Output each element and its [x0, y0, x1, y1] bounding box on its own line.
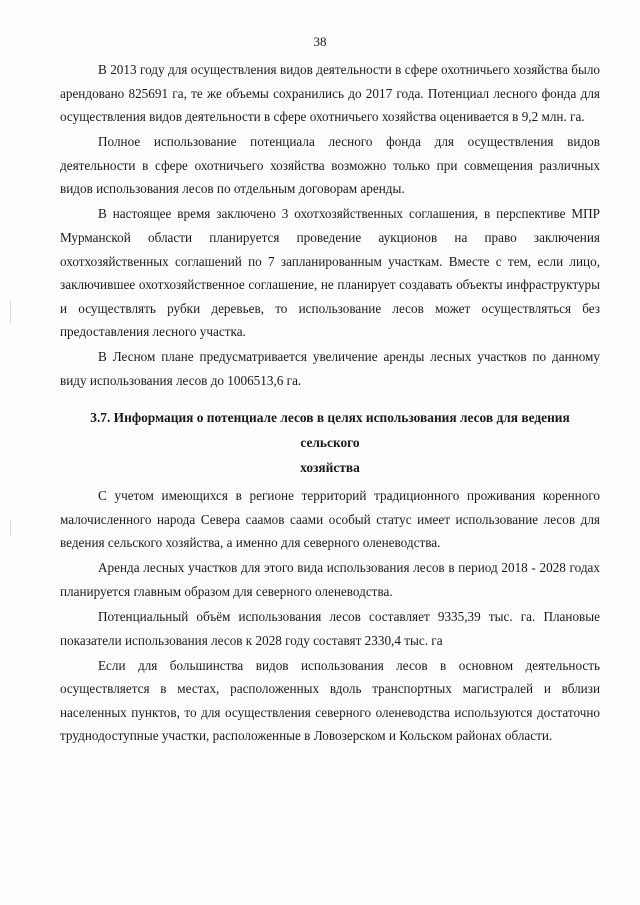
section-heading-line-2: хозяйства [300, 459, 360, 475]
scan-margin-mark [10, 520, 11, 536]
scan-margin-mark [10, 300, 11, 324]
document-body [60, 58, 600, 749]
paragraph-hunting-agreements: В настоящее время заключено 3 охотхозяйственных соглашения, в перспективе МПР Мурманской области планируется проведение аукционов на право заключения охотхозяйственных соглашений по 7 запланированным участкам. Вместе с тем, если лицо, заключившее охотхозяйственное соглашение, не планирует создавать объекты инфраструктуры и осуществлять рубки деревьев, то использование лесов может осуществляться без предоставления лесного участка. [60, 206, 600, 340]
paragraph-hunting-lease: В 2013 году для осуществления видов деятельности в сфере охотничьего хозяйства было арендовано 825691 га, те же объемы сохранились до 2017 года. Потенциал лесного фонда для осуществления видов деятельности в сфере охотничьего хозяйства оценивается в 9,2 млн. га. [60, 62, 600, 125]
paragraph-reindeer-status: С учетом имеющихся в регионе территорий традиционного проживания коренного малочисленного народа Севера саамов саами особый статус имеет использование лесов для ведения сельского хозяйства, а именно для северного оленеводства. [60, 488, 600, 551]
section-heading-line-1: 3.7. Информация о потенциале лесов в целях использования лесов для ведения сельского [90, 410, 570, 451]
section-heading [60, 406, 600, 480]
paragraph-potential-volume: Потенциальный объём использования лесов составляет 9335,39 тыс. га. Плановые показатели использования лесов к 2028 году составят 2330,4 тыс. га [60, 609, 600, 648]
paragraph-lease-increase: В Лесном плане предусматривается увеличение аренды лесных участков по данному виду использования лесов до 1006513,6 га. [60, 349, 600, 388]
paragraph-remote-areas: Если для большинства видов использования лесов в основном деятельность осуществляется в местах, расположенных вдоль транспортных магистралей и вблизи населенных пунктов, то для осуществления северного оленеводства используются достаточно труднодоступные участки, расположенные в Ловозерском и Кольском районах области. [60, 657, 600, 744]
paragraph-lease-period: Аренда лесных участков для этого вида использования лесов в период 2018 - 2028 годах планируется главным образом для северного оленеводства. [60, 560, 600, 600]
paragraph-full-potential: Полное использование потенциала лесного фонда для осуществления видов деятельности в сфере охотничьего хозяйства возможно только при совмещения различных видов использования лесов по отдельным договорам аренды. [60, 134, 600, 197]
page-number: 38 [313, 34, 327, 49]
